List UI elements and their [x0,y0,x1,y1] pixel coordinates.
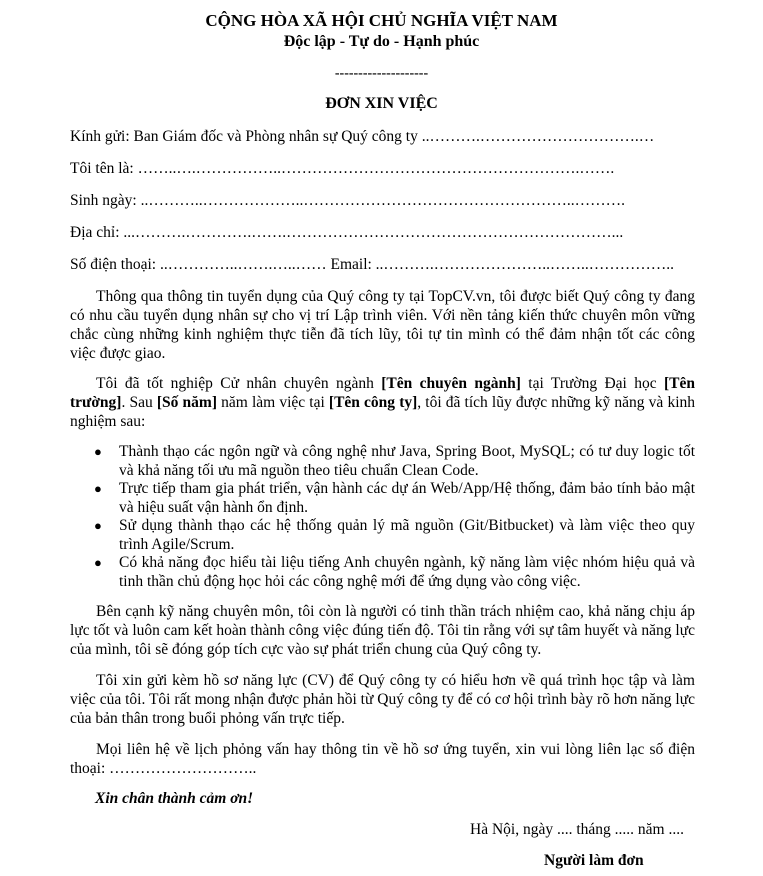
thanks-line: Xin chân thành cảm ơn! [95,790,254,807]
date-line: Hà Nội, ngày .... tháng ..... năm .... [470,821,684,838]
name-field: Tôi tên là: ……..….……………..………………………………………………….……. [70,160,615,177]
address-field: Địa chỉ: ...……….………….…….………………………………………………………... [70,224,624,241]
skill-text: Có khả năng đọc hiểu tài liệu tiếng Anh chuyên ngành, kỹ năng làm việc nhóm hiệu quả và tinh thần chủ động học hỏi các công nghệ mới để ứng dụng vào công việc. [119,554,695,590]
paragraph-intro [70,287,695,363]
signer-label: Người làm đơn [544,852,644,869]
contact-line [70,256,674,274]
years-placeholder: [Số năm] [156,394,217,411]
email-field: Email: ..……….…………………..……..…………….. [330,256,675,273]
paragraph-cv [70,671,695,728]
paragraph-responsibility [70,602,695,659]
paragraph-education [70,374,695,431]
phone-field: Số điện thoại: ..…………..…….…..…… [70,256,327,273]
education-text-3: . Sau [121,394,157,411]
paragraph-contact [70,740,695,778]
list-item [70,554,695,591]
bullet-icon: ● [94,444,102,459]
list-item [70,480,695,517]
major-placeholder: [Tên chuyên ngành] [381,375,521,392]
motto-heading: Độc lập - Tự do - Hạnh phúc [283,33,480,50]
bullet-icon: ● [94,518,102,533]
separator-line: -------------------- [334,66,429,81]
bullet-icon: ● [94,555,102,570]
skill-text: Trực tiếp tham gia phát triển, vận hành các dự án Web/App/Hệ thống, đảm bảo tính bảo mật và hiệu suất vận hành ổn định. [119,480,695,516]
paragraph-intro-text: Thông qua thông tin tuyển dụng của Quý công ty tại TopCV.vn, tôi được biết Quý công ty đang có nhu cầu tuyển dụng nhân sự cho vị trí Lập trình viên. Với nền tảng kiến thức chuyên môn vững chắc cùng những kinh nghiệm thực tiễn đã tích lũy, tôi tự tin mình có thể đảm nhận tốt các công việc được giao. [70,288,695,362]
dob-field: Sinh ngày: ..………..………………..……………………………………………..………. [70,192,625,209]
skills-list [70,443,695,591]
education-text-4: năm làm việc tại [217,394,329,411]
education-text-5: , tôi đã tích lũy được những kỹ năng và kinh nghiệm sau: [70,394,696,430]
skill-text: Sử dụng thành thạo các hệ thống quản lý mã nguồn (Git/Bitbucket) và làm việc theo quy trình Agile/Scrum. [119,517,695,553]
bullet-icon: ● [94,481,102,496]
cv-text: Tôi xin gửi kèm hồ sơ năng lực (CV) để Quý công ty có hiểu hơn về quá trình học tập và làm việc của tôi. Tôi rất mong nhận được phản hồi từ Quý công ty để có cơ hội trình bày rõ hơn năng lực của bản thân trong buổi phỏng vấn trực tiếp. [70,672,695,727]
document-title: ĐƠN XIN VIỆC [325,95,438,112]
nation-heading: CỘNG HÒA XÃ HỘI CHỦ NGHĨA VIỆT NAM [205,11,558,30]
education-text-1: Tôi đã tốt nghiệp Cử nhân chuyên ngành [96,375,382,392]
list-item [70,517,695,554]
skill-text: Thành thạo các ngôn ngữ và công nghệ như Java, Spring Boot, MySQL; có tư duy logic tốt và khả năng tối ưu mã nguồn theo tiêu chuẩn Clean Code. [119,443,695,479]
company-placeholder: [Tên công ty] [328,394,418,411]
education-text-2: tại Trường Đại học [520,375,664,392]
responsibility-text: Bên cạnh kỹ năng chuyên môn, tôi còn là người có tinh thần trách nhiệm cao, khả năng chịu áp lực tốt và luôn cam kết hoàn thành công việc đúng tiến độ. Tôi tin rằng với sự tâm huyết và năng lực của mình, tôi sẽ đóng góp tích cực vào sự phát triển chung của Quý công ty. [70,603,695,658]
recipient-line: Kính gửi: Ban Giám đốc và Phòng nhân sự Quý công ty ..……….………………………….… [70,128,655,145]
contact-text: Mọi liên hệ về lịch phỏng vấn hay thông tin về hồ sơ ứng tuyển, xin vui lòng liên lạc số điện thoại: ……………………….. [70,741,695,777]
school-placeholder: [Tên trường] [70,375,695,411]
list-item [70,443,695,480]
